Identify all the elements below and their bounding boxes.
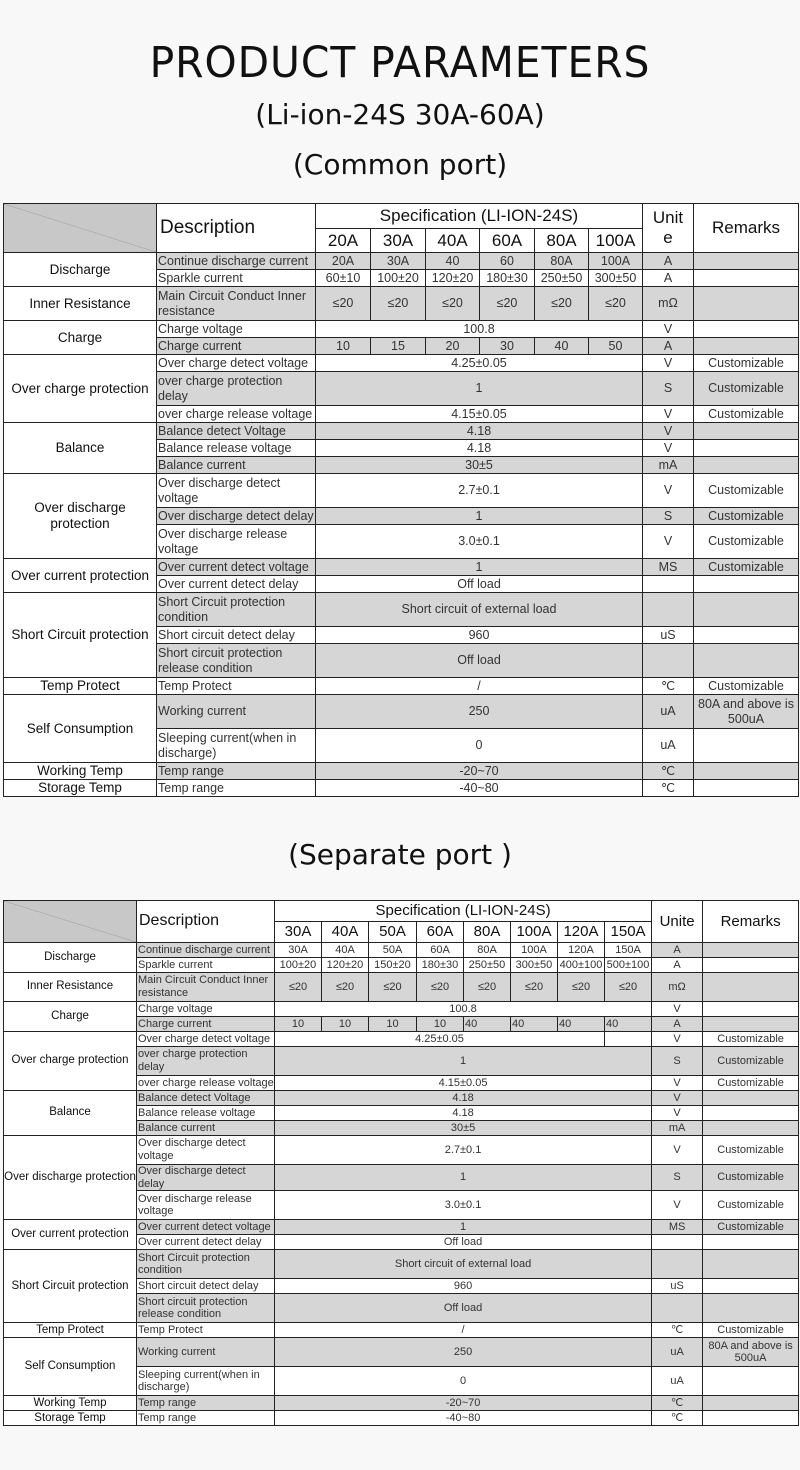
param-label: Temp Protect (137, 1323, 275, 1338)
unit-cell: V (652, 1002, 703, 1017)
value-cell: 2.7±0.1 (316, 474, 643, 508)
unit-cell: V (643, 423, 694, 440)
value-cell: ≤20 (464, 973, 511, 1002)
remark-cell: Customizable (694, 559, 799, 576)
remark-cell: Customizable (694, 355, 799, 372)
param-label: Over discharge detect voltage (137, 1136, 275, 1165)
remark-cell (703, 1411, 799, 1426)
value-cell: Off load (316, 576, 643, 593)
model-header: 100A (511, 922, 558, 943)
unit-cell: uS (643, 627, 694, 644)
param-label: Temp Protect (157, 678, 316, 695)
value-cell: -40~80 (275, 1411, 652, 1426)
value-cell: 50 (589, 338, 643, 355)
unit-cell: V (652, 1091, 703, 1106)
value-cell: 60A (417, 943, 464, 958)
unit-cell: V (652, 1106, 703, 1121)
param-label: Over charge detect voltage (157, 355, 316, 372)
value-cell: 60±10 (316, 270, 371, 287)
param-label: Over current detect delay (137, 1235, 275, 1250)
unit-cell: A (652, 1017, 703, 1032)
unit-cell: V (652, 1076, 703, 1091)
value-cell: 250 (316, 695, 643, 729)
value-cell: Off load (316, 644, 643, 678)
param-label: Over discharge release voltage (157, 525, 316, 559)
model-header: 60A (480, 229, 535, 253)
value-cell: 4.18 (275, 1091, 652, 1106)
value-cell: ≤20 (322, 973, 369, 1002)
param-label: Temp range (137, 1411, 275, 1426)
remark-cell: Customizable (703, 1165, 799, 1191)
unit-cell: V (643, 321, 694, 338)
value-cell: 3.0±0.1 (316, 525, 643, 559)
param-label: Short circuit protection release condition (157, 644, 316, 678)
unit-cell: ℃ (652, 1323, 703, 1338)
remarks-header: Remarks (703, 901, 799, 943)
value-cell: 4.15±0.05 (275, 1076, 652, 1091)
value-cell: 30±5 (316, 457, 643, 474)
value-cell: 250 (275, 1338, 652, 1367)
unit-cell: A (643, 338, 694, 355)
remark-cell (703, 973, 799, 1002)
value-cell: 1 (316, 559, 643, 576)
value-cell: 20A (316, 253, 371, 270)
value-cell: 120±20 (322, 958, 369, 973)
remark-cell (694, 644, 799, 678)
value-cell: 10 (322, 1017, 369, 1032)
remark-cell: Customizable (694, 678, 799, 695)
remark-cell (694, 763, 799, 780)
remark-cell (703, 943, 799, 958)
remark-cell (703, 1091, 799, 1106)
remark-cell (694, 440, 799, 457)
remark-cell (694, 627, 799, 644)
param-label: Short Circuit protection condition (157, 593, 316, 627)
separate-port-heading: (Separate port ) (288, 838, 512, 871)
model-header: 20A (316, 229, 371, 253)
separate-port-table (3, 900, 799, 1426)
value-cell: 100A (511, 943, 558, 958)
remark-cell: Customizable (703, 1136, 799, 1165)
value-cell: ≤20 (511, 973, 558, 1002)
unit-cell: ℃ (652, 1411, 703, 1426)
value-cell: 0 (316, 729, 643, 763)
param-label: Balance release voltage (157, 440, 316, 457)
value-cell: 40A (322, 943, 369, 958)
param-label: Working current (157, 695, 316, 729)
category-label: Balance (4, 423, 157, 474)
value-cell: 4.15±0.05 (316, 406, 643, 423)
remark-cell: Customizable (703, 1076, 799, 1091)
value-cell: ≤20 (417, 973, 464, 1002)
remark-cell: Customizable (694, 372, 799, 406)
value-cell: 40 (511, 1017, 558, 1032)
category-label: Working Temp (4, 1396, 137, 1411)
param-label: Temp range (157, 780, 316, 797)
category-label: Working Temp (4, 763, 157, 780)
param-label: over charge release voltage (157, 406, 316, 423)
remark-cell (703, 1106, 799, 1121)
param-label: Main Circuit Conduct Inner resistance (157, 287, 316, 321)
remark-cell: Customizable (694, 474, 799, 508)
specification-header: Specification (LI-ION-24S) (316, 204, 643, 229)
param-label: Temp range (157, 763, 316, 780)
value-cell: 80A (535, 253, 589, 270)
unit-cell: V (643, 406, 694, 423)
param-label: Working current (137, 1338, 275, 1367)
value-cell: ≤20 (480, 287, 535, 321)
common-port-heading: (Common port) (292, 148, 508, 181)
unit-cell: A (643, 253, 694, 270)
model-header: 40A (322, 922, 369, 943)
value-cell: 300±50 (511, 958, 558, 973)
param-label: Over discharge release voltage (137, 1191, 275, 1220)
value-cell: ≤20 (535, 287, 589, 321)
value-cell: ≤20 (371, 287, 426, 321)
param-label: Sparkle current (137, 958, 275, 973)
param-label: Charge voltage (157, 321, 316, 338)
value-cell: 150±20 (369, 958, 417, 973)
param-label: Short circuit detect delay (157, 627, 316, 644)
unit-cell: ℃ (652, 1396, 703, 1411)
remark-cell (703, 1396, 799, 1411)
specification-header: Specification (LI-ION-24S) (275, 901, 652, 922)
param-label: Sleeping current(when in discharge) (137, 1367, 275, 1396)
unit-cell: ℃ (643, 678, 694, 695)
model-header: 80A (464, 922, 511, 943)
unit-cell: V (652, 1191, 703, 1220)
param-label: over charge release voltage (138, 1076, 274, 1089)
category-label: Balance (4, 1091, 137, 1136)
remark-cell: Customizable (703, 1220, 799, 1235)
remark-cell (694, 780, 799, 797)
value-cell: 400±100 (558, 958, 605, 973)
param-label: Charge voltage (137, 1002, 275, 1017)
value-cell: 1 (316, 508, 643, 525)
unit-cell (652, 1294, 703, 1323)
description-header: Description (157, 204, 316, 253)
remark-cell (694, 576, 799, 593)
value-cell: 4.18 (316, 423, 643, 440)
value-cell: Off load (275, 1235, 652, 1250)
unit-cell: uA (652, 1338, 703, 1367)
param-label: Temp range (137, 1396, 275, 1411)
value-cell: / (316, 678, 643, 695)
value-cell: 20 (426, 338, 480, 355)
param-label: Balance current (137, 1121, 275, 1136)
unit-cell: S (652, 1047, 703, 1076)
value-cell: 500±100 (605, 958, 652, 973)
value-cell: 10 (316, 338, 371, 355)
page-title: PRODUCT PARAMETERS (149, 38, 651, 88)
common-port-table (3, 203, 799, 797)
value-cell: 40 (558, 1017, 605, 1032)
value-cell: 100.8 (316, 321, 643, 338)
value-cell: Short circuit of external load (275, 1250, 652, 1279)
model-header: 150A (605, 922, 652, 943)
remark-cell (694, 457, 799, 474)
value-cell: 0 (275, 1367, 652, 1396)
unit-cell: MS (643, 559, 694, 576)
unit-cell: V (643, 474, 694, 508)
category-label: Over charge protection (4, 1032, 137, 1091)
remark-cell (694, 321, 799, 338)
category-label: Inner Resistance (4, 287, 157, 321)
remark-cell (694, 287, 799, 321)
remark-cell (703, 1250, 799, 1279)
unit-cell: uA (643, 729, 694, 763)
remark-cell (694, 253, 799, 270)
unit-cell: S (652, 1165, 703, 1191)
remark-cell (694, 270, 799, 287)
remarks-header: Remarks (694, 204, 799, 253)
value-cell: -20~70 (275, 1396, 652, 1411)
value-cell: 10 (417, 1017, 464, 1032)
value-cell: 80A (464, 943, 511, 958)
param-label: Charge current (137, 1017, 275, 1032)
remark-cell (694, 338, 799, 355)
param-label: Over current detect delay (157, 576, 316, 593)
remark-cell (703, 1279, 799, 1294)
value-cell: 10 (275, 1017, 322, 1032)
header-corner (4, 204, 157, 253)
model-header: 30A (275, 922, 322, 943)
value-cell: 1 (275, 1165, 652, 1191)
remark-cell (694, 729, 799, 763)
param-label: Charge current (157, 338, 316, 355)
category-label: Charge (4, 321, 157, 355)
param-label: over charge protection delay (157, 372, 316, 406)
value-cell: 100A (589, 253, 643, 270)
value-cell: 40 (464, 1017, 511, 1032)
value-cell: 4.18 (316, 440, 643, 457)
value-cell: 40 (426, 253, 480, 270)
value-cell: ≤20 (275, 973, 322, 1002)
remark-cell: Customizable (694, 406, 799, 423)
value-cell: 30A (371, 253, 426, 270)
category-label: Temp Protect (4, 1323, 137, 1338)
value-cell: 60 (480, 253, 535, 270)
unit-cell: uA (643, 695, 694, 729)
value-cell: 1 (275, 1220, 652, 1235)
value-cell: 40 (535, 338, 589, 355)
value-cell: 2.7±0.1 (275, 1136, 652, 1165)
unit-cell: A (652, 943, 703, 958)
param-label: Over discharge detect delay (158, 508, 314, 523)
remark-cell: Customizable (703, 1323, 799, 1338)
value-cell: ≤20 (369, 973, 417, 1002)
remark-cell (703, 1017, 799, 1032)
category-label: Charge (4, 1002, 137, 1032)
category-label: Storage Temp (4, 1411, 137, 1426)
value-cell: -40~80 (316, 780, 643, 797)
value-cell: Short circuit of external load (316, 593, 643, 627)
model-header: 40A (426, 229, 480, 253)
remark-cell: Customizable (703, 1032, 799, 1047)
value-cell: 120A (558, 943, 605, 958)
category-label: Over current protection (4, 559, 157, 593)
category-label: Inner Resistance (4, 973, 137, 1002)
unit-cell: MS (652, 1220, 703, 1235)
value-cell: 1 (275, 1047, 652, 1076)
category-label: Temp Protect (4, 678, 157, 695)
value-cell: 3.0±0.1 (275, 1191, 652, 1220)
remark-cell: Customizable (694, 508, 799, 525)
param-label: Short Circuit protection condition (137, 1250, 275, 1279)
category-label: Over discharge protection (4, 1136, 137, 1220)
unit-cell: V (643, 440, 694, 457)
unit-cell: A (652, 958, 703, 973)
unit-cell: V (652, 1136, 703, 1165)
unit-header: Unit e (643, 204, 694, 253)
param-label: Over charge detect voltage (137, 1032, 275, 1047)
model-subtitle: (Li-ion-24S 30A-60A) (255, 98, 545, 131)
value-cell: 960 (275, 1279, 652, 1294)
unit-cell (652, 1235, 703, 1250)
category-label: Discharge (4, 253, 157, 287)
unit-cell (652, 1250, 703, 1279)
category-label: Storage Temp (4, 780, 157, 797)
param-label: Continue discharge current (137, 943, 275, 958)
unit-cell: V (643, 355, 694, 372)
value-cell: ≤20 (605, 973, 652, 1002)
value-cell: 4.25±0.05 (275, 1032, 605, 1047)
value-cell: 100±20 (371, 270, 426, 287)
remark-cell (703, 1121, 799, 1136)
model-header: 120A (558, 922, 605, 943)
value-cell: 180±30 (417, 958, 464, 973)
param-label: Short circuit detect delay (137, 1279, 275, 1294)
unit-cell: mA (652, 1121, 703, 1136)
unit-cell: uA (652, 1367, 703, 1396)
value-cell: ≤20 (316, 287, 371, 321)
value-cell: 300±50 (589, 270, 643, 287)
category-label: Discharge (4, 943, 137, 973)
model-header: 50A (369, 922, 417, 943)
category-label: Short Circuit protection (4, 593, 157, 678)
value-cell: ≤20 (589, 287, 643, 321)
remark-cell: Customizable (703, 1191, 799, 1220)
category-label: Self Consumption (4, 1338, 137, 1396)
value-cell: 4.18 (275, 1106, 652, 1121)
unit-cell: S (643, 372, 694, 406)
model-header: 30A (371, 229, 426, 253)
remark-cell (694, 593, 799, 627)
unit-cell: mΩ (643, 287, 694, 321)
remark-cell: Customizable (694, 525, 799, 559)
param-label: Over current detect voltage (137, 1220, 275, 1235)
category-label: Self Consumption (4, 695, 157, 763)
unit-cell: ℃ (643, 780, 694, 797)
category-label: Over current protection (4, 1220, 137, 1250)
empty-cell (605, 1032, 652, 1047)
remark-cell (694, 423, 799, 440)
model-header: 80A (535, 229, 589, 253)
value-cell: -20~70 (316, 763, 643, 780)
value-cell: 15 (371, 338, 426, 355)
unit-cell (643, 593, 694, 627)
remark-cell (703, 1367, 799, 1396)
description-header: Description (137, 901, 275, 943)
remark-cell: 80A and above is 500uA (703, 1338, 799, 1367)
unit-cell: ℃ (643, 763, 694, 780)
model-header: 60A (417, 922, 464, 943)
param-label: Sleeping current(when in discharge) (157, 729, 316, 763)
value-cell: Off load (275, 1294, 652, 1323)
param-label: Sparkle current (157, 270, 316, 287)
value-cell: 100±20 (275, 958, 322, 973)
value-cell: 250±50 (464, 958, 511, 973)
unit-cell: S (643, 508, 694, 525)
value-cell: 30 (480, 338, 535, 355)
remark-cell (703, 1002, 799, 1017)
category-label: Over charge protection (4, 355, 157, 423)
unit-cell: mA (643, 457, 694, 474)
value-cell: 30±5 (275, 1121, 652, 1136)
value-cell: ≤20 (558, 973, 605, 1002)
param-label: Over current detect voltage (157, 559, 316, 576)
param-label: Balance release voltage (137, 1106, 275, 1121)
value-cell: 1 (316, 372, 643, 406)
value-cell: 150A (605, 943, 652, 958)
unit-cell (643, 576, 694, 593)
value-cell: 50A (369, 943, 417, 958)
value-cell: 100.8 (275, 1002, 652, 1017)
remark-cell (703, 958, 799, 973)
value-cell: 180±30 (480, 270, 535, 287)
value-cell: 250±50 (535, 270, 589, 287)
value-cell: / (275, 1323, 652, 1338)
unit-cell: A (643, 270, 694, 287)
unit-cell: mΩ (652, 973, 703, 1002)
param-label: Balance current (157, 457, 316, 474)
value-cell: 960 (316, 627, 643, 644)
unit-header: Unite (652, 901, 703, 943)
remark-cell (703, 1235, 799, 1250)
header-corner (4, 901, 137, 943)
category-label: Over discharge protection (4, 474, 157, 559)
value-cell: 4.25±0.05 (316, 355, 643, 372)
value-cell: 10 (369, 1017, 417, 1032)
param-label: Over discharge detect delay (137, 1165, 275, 1191)
unit-cell: V (643, 525, 694, 559)
param-label: Balance detect Voltage (137, 1091, 275, 1106)
value-cell: 120±20 (426, 270, 480, 287)
value-cell: ≤20 (426, 287, 480, 321)
unit-cell: uS (652, 1279, 703, 1294)
model-header: 100A (589, 229, 643, 253)
remark-cell: 80A and above is 500uA (694, 695, 799, 729)
param-label: Short circuit protection release condition (137, 1294, 275, 1323)
category-label: Short Circuit protection (4, 1250, 137, 1323)
remark-cell (703, 1294, 799, 1323)
param-label: Over discharge detect voltage (157, 474, 316, 508)
param-label: Continue discharge current (157, 253, 316, 270)
unit-cell (643, 644, 694, 678)
param-label: Main Circuit Conduct Inner resistance (137, 973, 275, 1002)
remark-cell: Customizable (703, 1047, 799, 1076)
unit-cell: V (652, 1032, 703, 1047)
param-label: over charge protection delay (137, 1047, 275, 1076)
value-cell: 40 (605, 1017, 652, 1032)
value-cell: 30A (275, 943, 322, 958)
param-label: Balance detect Voltage (157, 423, 316, 440)
